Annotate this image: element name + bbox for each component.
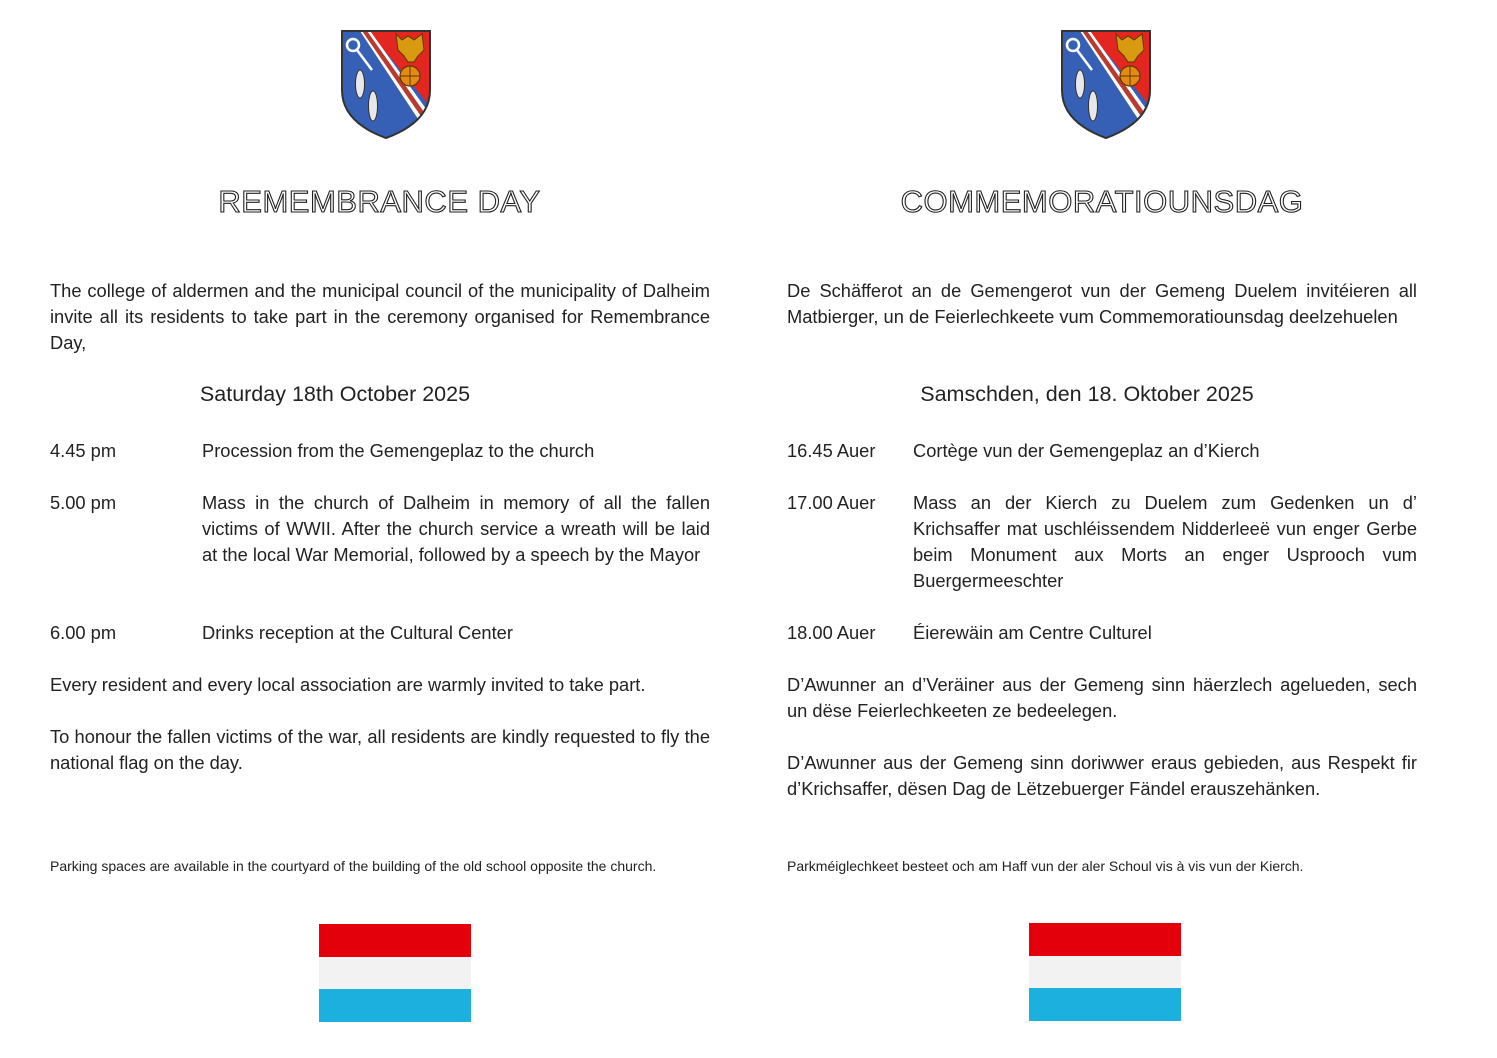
schedule-item: [50, 490, 710, 568]
luxembourg-flag-icon: [319, 924, 471, 1022]
page-title: COMMEMORATIOUNSDAG: [900, 184, 1304, 219]
schedule-time: 18.00 Auer: [787, 622, 876, 643]
luxembourg-flag-icon: [1029, 923, 1181, 1021]
schedule-item: [50, 438, 710, 464]
schedule-description: Éierewäin am Centre Culturel: [913, 622, 1152, 643]
invitation-paragraph: D’Awunner an d’Veräiner aus der Gemeng sinn häerzlech agelueden, sech un dëse Feierlechkeeten ze bedeelegen.: [787, 674, 1417, 721]
schedule-item: [787, 438, 1417, 464]
schedule-time: 6.00 pm: [50, 622, 117, 643]
intro-paragraph: De Schäfferot an de Gemengerot vun der Gemeng Duelem invitéieren all Matbierger, un de Feierlechkeete vum Commemoratiounsdag deelzehuelen: [787, 280, 1417, 327]
schedule-description: Procession from the Gemengeplaz to the church: [202, 440, 595, 461]
schedule-time: 16.45 Auer: [787, 440, 876, 461]
page-title: REMEMBRANCE DAY: [218, 184, 541, 219]
schedule-time: 4.45 pm: [50, 440, 117, 461]
event-date: Samschden, den 18. Oktober 2025: [920, 382, 1254, 406]
coat-of-arms-icon: [338, 28, 434, 140]
schedule-time: 17.00 Auer: [787, 492, 876, 513]
coat-of-arms-icon: [1058, 28, 1154, 140]
schedule-item: [787, 490, 1417, 594]
schedule-time: 5.00 pm: [50, 492, 117, 513]
schedule-description: Mass in the church of Dalheim in memory of all the fallen victims of WWII. After the church service a wreath will be laid at the local War Memorial, followed by a speech by the Mayor: [202, 492, 710, 565]
invitation-paragraph: Every resident and every local association are warmly invited to take part.: [50, 674, 646, 695]
flag-request-paragraph: To honour the fallen victims of the war, all residents are kindly requested to fly the national flag on the day.: [50, 726, 710, 773]
schedule-description: Mass an der Kierch zu Duelem zum Gedenken un d’ Krichsaffer mat uschléissendem Nidderleeë vun enger Gerbe beim Monument aux Morts an enger Usprooch vum Buergermeeschter: [913, 492, 1417, 591]
event-date: Saturday 18th October 2025: [199, 382, 471, 406]
schedule-item: [787, 620, 1417, 646]
schedule-description: Drinks reception at the Cultural Center: [202, 622, 513, 643]
schedule-description: Cortège vun der Gemengeplaz an d’Kierch: [913, 440, 1260, 461]
flag-request-paragraph: D’Awunner aus der Gemeng sinn doriwwer eraus gebieden, aus Respekt fir d’Krichsaffer, dësen Dag de Lëtzebuerger Fändel erauszehänken.: [787, 752, 1417, 799]
parking-note: Parking spaces are available in the courtyard of the building of the old school opposite the church.: [50, 858, 657, 874]
intro-paragraph: The college of aldermen and the municipal council of the municipality of Dalheim invite all its residents to take part in the ceremony organised for Remembrance Day,: [50, 280, 710, 353]
schedule-item: [50, 620, 710, 646]
parking-note: Parkméiglechkeet besteet och am Haff vun der aler Schoul vis à vis vun der Kierch.: [787, 858, 1304, 874]
